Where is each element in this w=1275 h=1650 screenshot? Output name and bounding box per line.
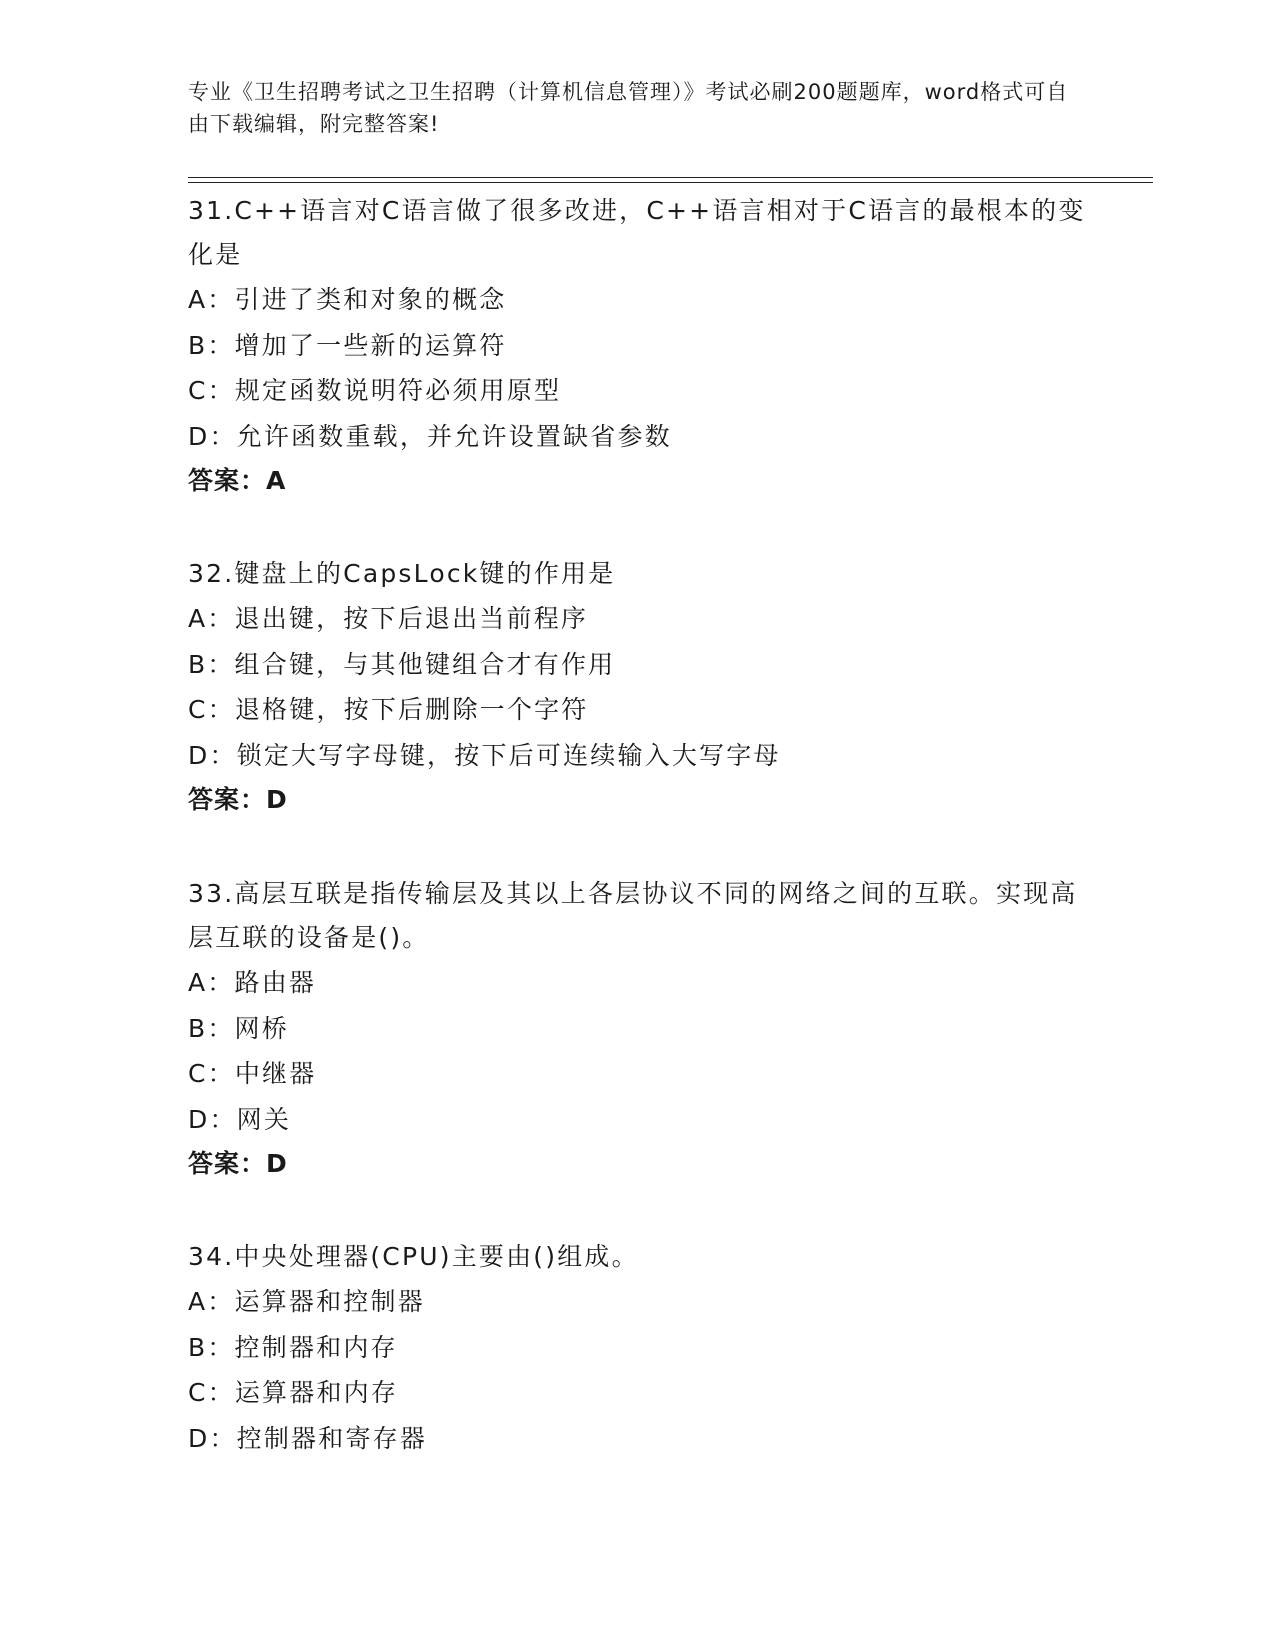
option-a: A：退出键，按下后退出当前程序: [188, 604, 589, 633]
option-b: B：控制器和内存: [188, 1332, 398, 1362]
question-33: [188, 872, 1088, 1186]
option-d: D：网关: [188, 1104, 292, 1134]
option-a: A：引进了类和对象的概念: [188, 285, 507, 314]
document-header: 专业《卫生招聘考试之卫生招聘（计算机信息管理）》考试必刷200题题库，word格式可自由下载编辑，附完整答案!: [188, 80, 1069, 136]
header-rule-bottom: [188, 182, 1153, 183]
option-c: C：退格键，按下后删除一个字符: [188, 695, 589, 724]
question-34: [188, 1235, 1088, 1461]
answer-label: 答案：A: [188, 466, 287, 495]
option-d: D：控制器和寄存器: [188, 1423, 428, 1453]
option-c: C：规定函数说明符必须用原型: [188, 376, 562, 405]
question-32: [188, 552, 1088, 822]
option-b: B：增加了一些新的运算符: [188, 330, 507, 360]
question-stem: 32.键盘上的CapsLock键的作用是: [188, 559, 616, 588]
option-c: C：中继器: [188, 1059, 317, 1088]
question-stem: 34.中央处理器(CPU)主要由()组成。: [188, 1242, 639, 1271]
option-a: A：运算器和控制器: [188, 1287, 425, 1316]
question-31: [188, 189, 1088, 503]
option-d: D：允许函数重载，并允许设置缺省参数: [188, 421, 672, 451]
header-rule-top: [188, 177, 1153, 178]
answer-label: 答案：D: [188, 1149, 288, 1178]
question-stem: 33.高层互联是指传输层及其以上各层协议不同的网络之间的互联。实现高层互联的设备是()。: [188, 879, 1078, 952]
answer-label: 答案：D: [188, 785, 288, 814]
question-stem: 31.C++语言对C语言做了很多改进，C++语言相对于C语言的最根本的变化是: [188, 196, 1086, 269]
option-c: C：运算器和内存: [188, 1378, 399, 1407]
option-b: B：组合键，与其他键组合才有作用: [188, 649, 616, 679]
option-b: B：网桥: [188, 1013, 289, 1043]
option-a: A：路由器: [188, 968, 317, 997]
option-d: D：锁定大写字母键，按下后可连续输入大写字母: [188, 740, 781, 770]
